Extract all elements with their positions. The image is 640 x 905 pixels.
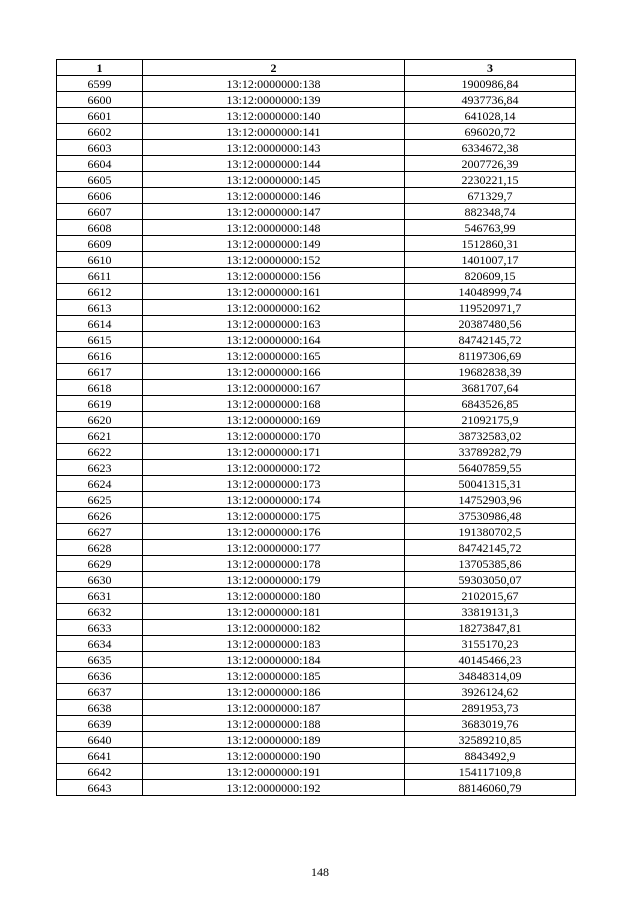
data-table [56,59,576,796]
table-row [57,188,576,204]
cadastral-number-cell: 13:12:0000000:145 [143,172,405,188]
value-cell: 14048999,74 [405,284,576,300]
table-row [57,620,576,636]
value-cell: 3681707,64 [405,380,576,396]
value-cell: 18273847,81 [405,620,576,636]
cadastral-number-cell: 13:12:0000000:140 [143,108,405,124]
cadastral-number-cell: 13:12:0000000:179 [143,572,405,588]
row-number-cell: 6600 [57,92,143,108]
row-number-cell: 6617 [57,364,143,380]
value-cell: 882348,74 [405,204,576,220]
row-number-cell: 6614 [57,316,143,332]
table-row [57,588,576,604]
row-number-cell: 6609 [57,236,143,252]
cadastral-number-cell: 13:12:0000000:163 [143,316,405,332]
table-row [57,716,576,732]
cadastral-number-cell: 13:12:0000000:185 [143,668,405,684]
cadastral-number-cell: 13:12:0000000:165 [143,348,405,364]
row-number-cell: 6633 [57,620,143,636]
table-row [57,492,576,508]
row-number-cell: 6616 [57,348,143,364]
row-number-cell: 6619 [57,396,143,412]
value-cell: 84742145,72 [405,332,576,348]
row-number-cell: 6635 [57,652,143,668]
value-cell: 33819131,3 [405,604,576,620]
table-row [57,700,576,716]
value-cell: 119520971,7 [405,300,576,316]
row-number-cell: 6604 [57,156,143,172]
value-cell: 14752903,96 [405,492,576,508]
cadastral-number-cell: 13:12:0000000:149 [143,236,405,252]
value-cell: 2102015,67 [405,588,576,604]
cadastral-number-cell: 13:12:0000000:190 [143,748,405,764]
row-number-cell: 6601 [57,108,143,124]
value-cell: 191380702,5 [405,524,576,540]
row-number-cell: 6620 [57,412,143,428]
cadastral-number-cell: 13:12:0000000:144 [143,156,405,172]
cadastral-number-cell: 13:12:0000000:178 [143,556,405,572]
table-row [57,460,576,476]
value-cell: 13705385,86 [405,556,576,572]
table-row [57,236,576,252]
value-cell: 6843526,85 [405,396,576,412]
table-row [57,476,576,492]
table-row [57,764,576,780]
table-row [57,140,576,156]
row-number-cell: 6599 [57,76,143,92]
table-row [57,556,576,572]
row-number-cell: 6612 [57,284,143,300]
value-cell: 20387480,56 [405,316,576,332]
value-cell: 33789282,79 [405,444,576,460]
row-number-cell: 6624 [57,476,143,492]
table-row [57,684,576,700]
row-number-cell: 6602 [57,124,143,140]
cadastral-number-cell: 13:12:0000000:164 [143,332,405,348]
table-row [57,732,576,748]
cadastral-number-cell: 13:12:0000000:162 [143,300,405,316]
cadastral-number-cell: 13:12:0000000:186 [143,684,405,700]
row-number-cell: 6623 [57,460,143,476]
value-cell: 154117109,8 [405,764,576,780]
cadastral-number-cell: 13:12:0000000:146 [143,188,405,204]
row-number-cell: 6632 [57,604,143,620]
table-row [57,284,576,300]
cadastral-number-cell: 13:12:0000000:192 [143,780,405,796]
value-cell: 34848314,09 [405,668,576,684]
page-number: 148 [311,865,329,879]
table-row [57,108,576,124]
row-number-cell: 6603 [57,140,143,156]
table-row [57,252,576,268]
row-number-cell: 6630 [57,572,143,588]
cadastral-number-cell: 13:12:0000000:191 [143,764,405,780]
row-number-cell: 6638 [57,700,143,716]
value-cell: 696020,72 [405,124,576,140]
row-number-cell: 6618 [57,380,143,396]
row-number-cell: 6639 [57,716,143,732]
value-cell: 56407859,55 [405,460,576,476]
table-row [57,348,576,364]
table-row [57,92,576,108]
value-cell: 1401007,17 [405,252,576,268]
row-number-cell: 6636 [57,668,143,684]
cadastral-number-cell: 13:12:0000000:169 [143,412,405,428]
cadastral-number-cell: 13:12:0000000:181 [143,604,405,620]
table-row [57,220,576,236]
cadastral-number-cell: 13:12:0000000:189 [143,732,405,748]
cadastral-number-cell: 13:12:0000000:182 [143,620,405,636]
value-cell: 40145466,23 [405,652,576,668]
cadastral-number-cell: 13:12:0000000:176 [143,524,405,540]
value-cell: 1900986,84 [405,76,576,92]
cadastral-number-cell: 13:12:0000000:156 [143,268,405,284]
row-number-cell: 6621 [57,428,143,444]
row-number-cell: 6634 [57,636,143,652]
table-row [57,604,576,620]
value-cell: 21092175,9 [405,412,576,428]
cadastral-number-cell: 13:12:0000000:166 [143,364,405,380]
row-number-cell: 6605 [57,172,143,188]
value-cell: 84742145,72 [405,540,576,556]
table-row [57,316,576,332]
table-row [57,396,576,412]
cadastral-number-cell: 13:12:0000000:175 [143,508,405,524]
header-row [57,60,576,76]
table-row [57,748,576,764]
table-header [57,60,576,76]
value-cell: 59303050,07 [405,572,576,588]
row-number-cell: 6631 [57,588,143,604]
cadastral-number-cell: 13:12:0000000:147 [143,204,405,220]
row-number-cell: 6642 [57,764,143,780]
cadastral-number-cell: 13:12:0000000:171 [143,444,405,460]
row-number-cell: 6626 [57,508,143,524]
value-cell: 3926124,62 [405,684,576,700]
value-cell: 37530986,48 [405,508,576,524]
value-cell: 2007726,39 [405,156,576,172]
value-cell: 1512860,31 [405,236,576,252]
value-cell: 2230221,15 [405,172,576,188]
table-row [57,204,576,220]
cadastral-number-cell: 13:12:0000000:187 [143,700,405,716]
row-number-cell: 6622 [57,444,143,460]
value-cell: 641028,14 [405,108,576,124]
cadastral-number-cell: 13:12:0000000:183 [143,636,405,652]
row-number-cell: 6643 [57,780,143,796]
cadastral-number-cell: 13:12:0000000:174 [143,492,405,508]
table-row [57,124,576,140]
cadastral-number-cell: 13:12:0000000:184 [143,652,405,668]
column-header-3: 3 [405,60,576,76]
row-number-cell: 6628 [57,540,143,556]
cadastral-number-cell: 13:12:0000000:138 [143,76,405,92]
table-row [57,572,576,588]
cadastral-number-cell: 13:12:0000000:148 [143,220,405,236]
table-row [57,444,576,460]
row-number-cell: 6610 [57,252,143,268]
row-number-cell: 6641 [57,748,143,764]
table-row [57,636,576,652]
row-number-cell: 6627 [57,524,143,540]
table-row [57,300,576,316]
value-cell: 6334672,38 [405,140,576,156]
row-number-cell: 6629 [57,556,143,572]
value-cell: 3155170,23 [405,636,576,652]
cadastral-number-cell: 13:12:0000000:152 [143,252,405,268]
row-number-cell: 6607 [57,204,143,220]
table-row [57,172,576,188]
row-number-cell: 6637 [57,684,143,700]
table-row [57,76,576,92]
cadastral-number-cell: 13:12:0000000:143 [143,140,405,156]
cadastral-number-cell: 13:12:0000000:172 [143,460,405,476]
value-cell: 19682838,39 [405,364,576,380]
cadastral-number-cell: 13:12:0000000:177 [143,540,405,556]
value-cell: 546763,99 [405,220,576,236]
value-cell: 50041315,31 [405,476,576,492]
table-row [57,540,576,556]
value-cell: 88146060,79 [405,780,576,796]
column-header-2: 2 [143,60,405,76]
table-row [57,524,576,540]
table-row [57,412,576,428]
table-row [57,780,576,796]
value-cell: 4937736,84 [405,92,576,108]
column-header-1: 1 [57,60,143,76]
row-number-cell: 6606 [57,188,143,204]
table-row [57,156,576,172]
row-number-cell: 6615 [57,332,143,348]
row-number-cell: 6608 [57,220,143,236]
table-body [57,76,576,796]
cadastral-number-cell: 13:12:0000000:180 [143,588,405,604]
value-cell: 820609,15 [405,268,576,284]
cadastral-number-cell: 13:12:0000000:167 [143,380,405,396]
cadastral-number-cell: 13:12:0000000:188 [143,716,405,732]
row-number-cell: 6613 [57,300,143,316]
table-row [57,428,576,444]
table-row [57,332,576,348]
row-number-cell: 6611 [57,268,143,284]
value-cell: 3683019,76 [405,716,576,732]
value-cell: 32589210,85 [405,732,576,748]
row-number-cell: 6625 [57,492,143,508]
cadastral-number-cell: 13:12:0000000:173 [143,476,405,492]
cadastral-number-cell: 13:12:0000000:170 [143,428,405,444]
table-row [57,268,576,284]
cadastral-number-cell: 13:12:0000000:141 [143,124,405,140]
value-cell: 81197306,69 [405,348,576,364]
value-cell: 8843492,9 [405,748,576,764]
table-row [57,380,576,396]
table-row [57,652,576,668]
cadastral-number-cell: 13:12:0000000:139 [143,92,405,108]
cadastral-number-cell: 13:12:0000000:161 [143,284,405,300]
value-cell: 671329,7 [405,188,576,204]
table-row [57,364,576,380]
row-number-cell: 6640 [57,732,143,748]
value-cell: 38732583,02 [405,428,576,444]
table-row [57,668,576,684]
table-row [57,508,576,524]
value-cell: 2891953,73 [405,700,576,716]
cadastral-number-cell: 13:12:0000000:168 [143,396,405,412]
